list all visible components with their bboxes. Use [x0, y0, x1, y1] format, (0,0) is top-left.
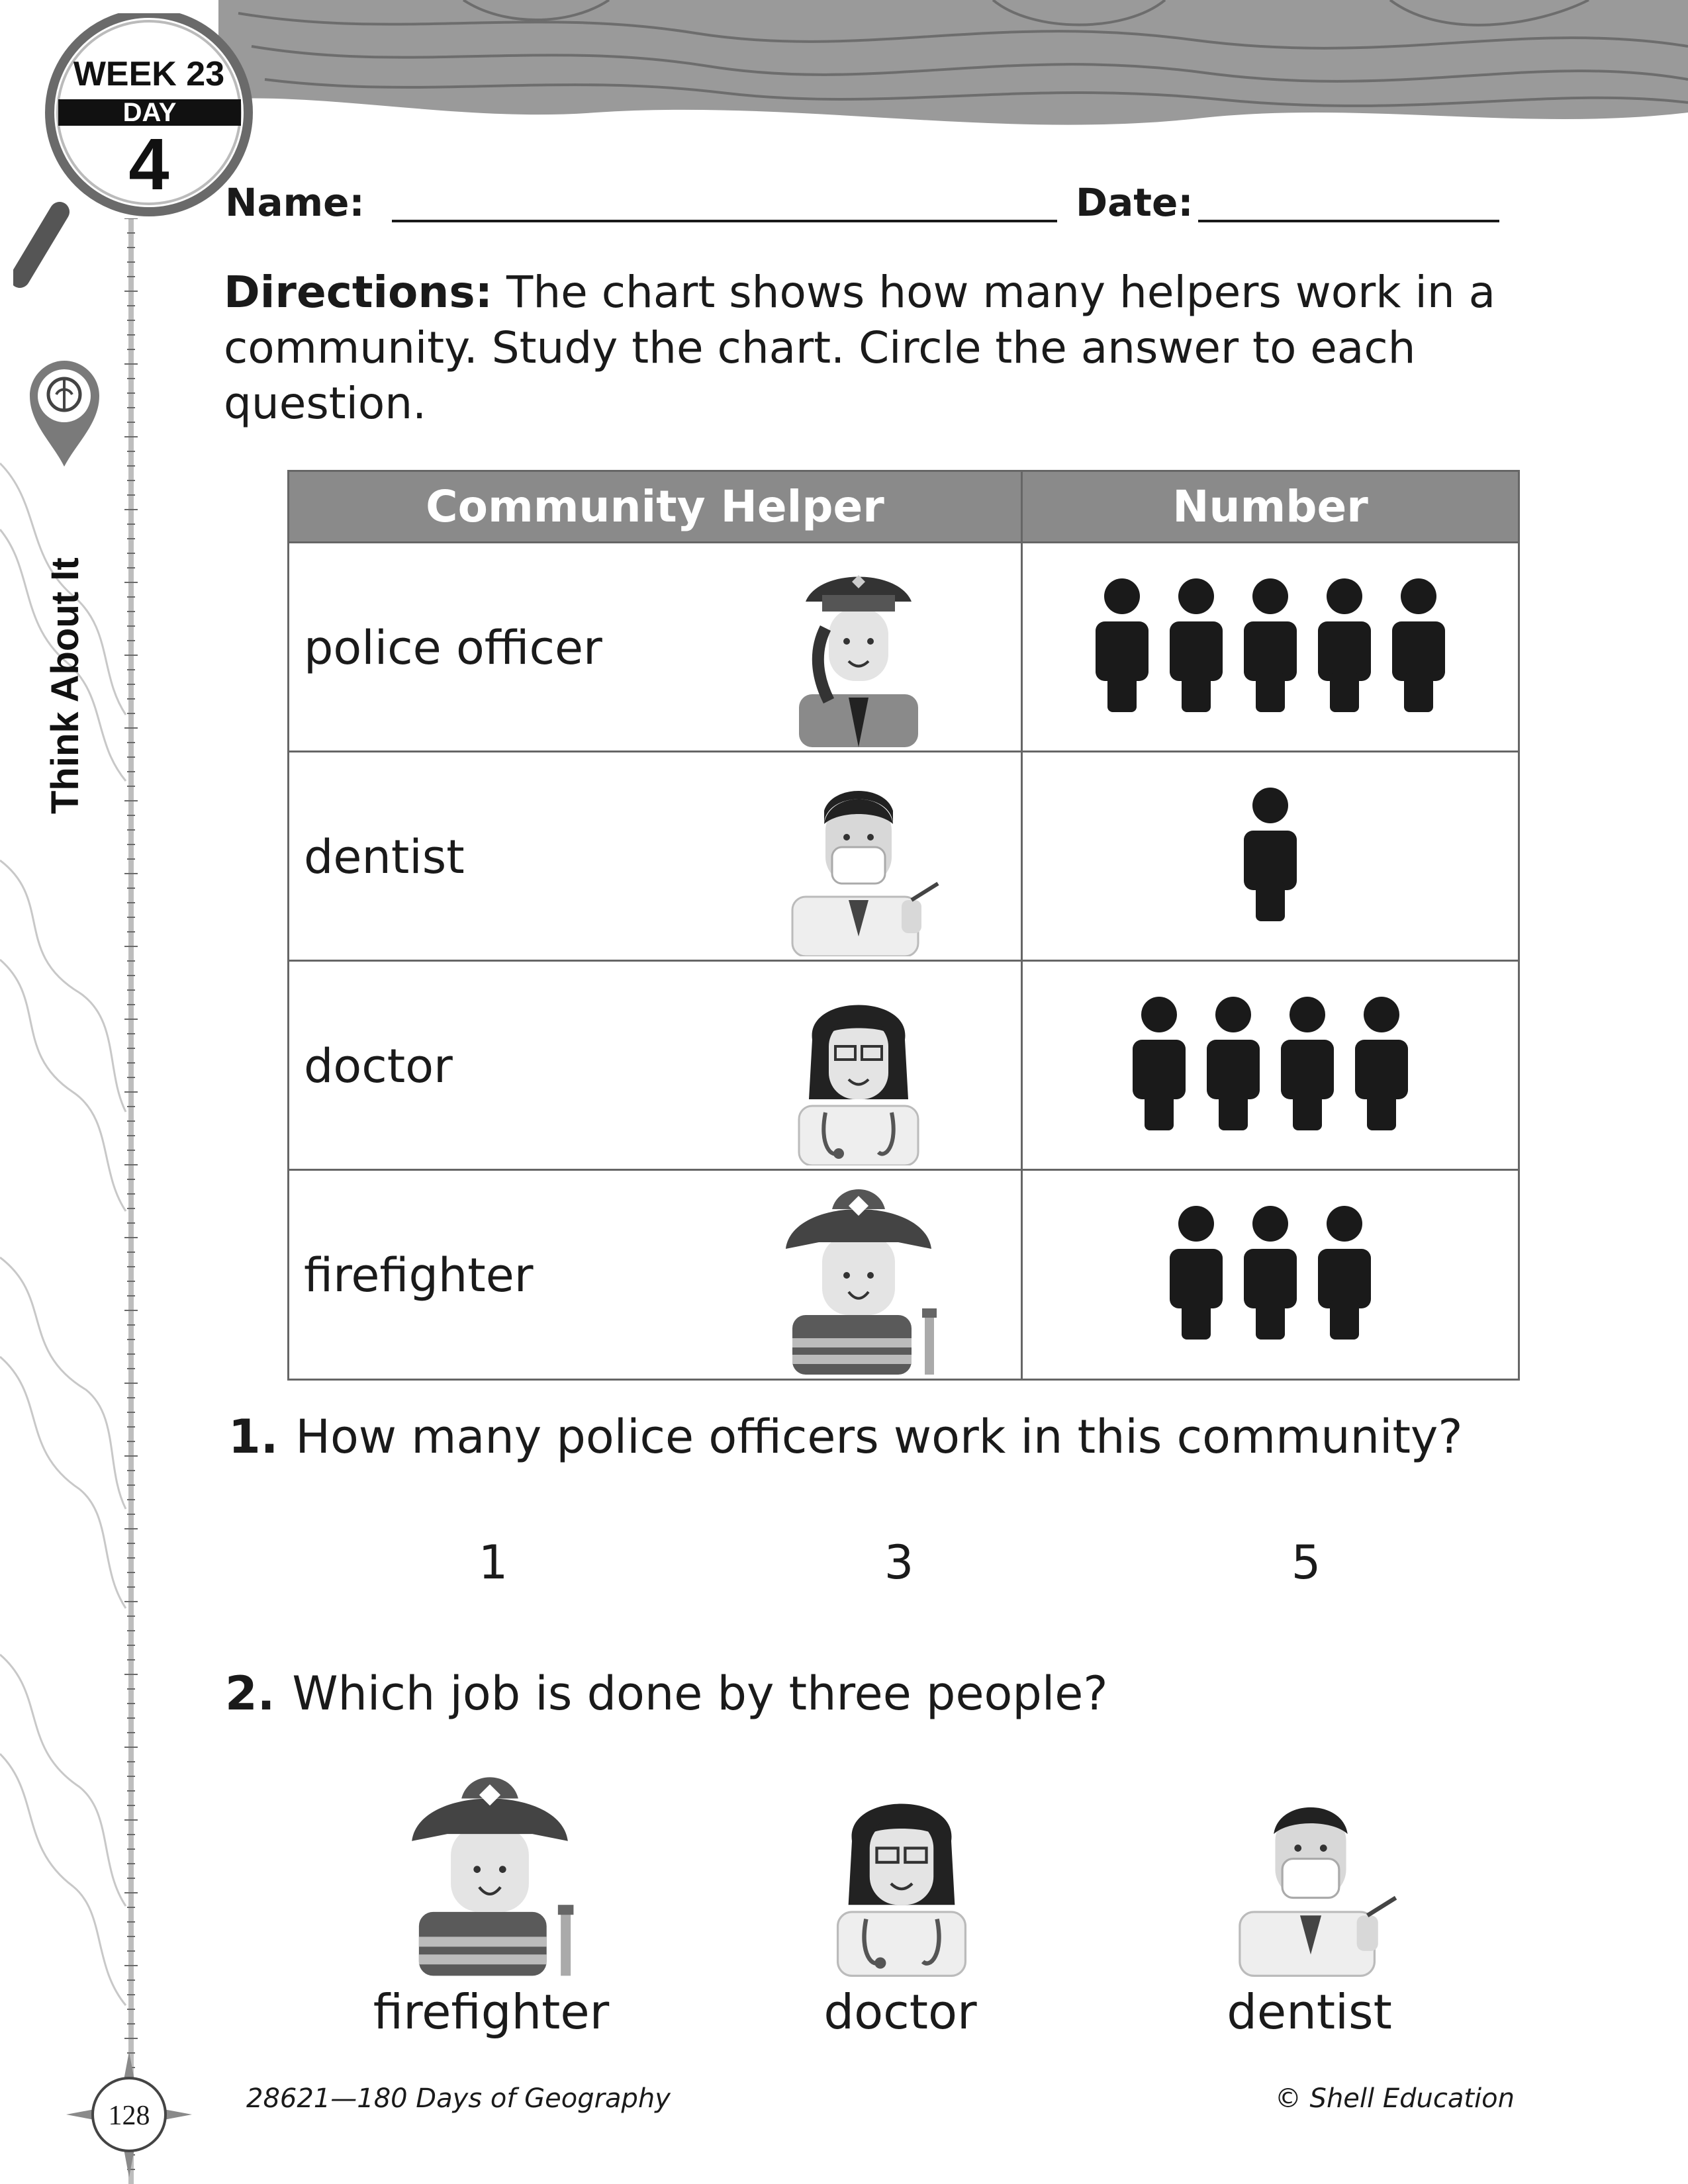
column-divider	[1021, 472, 1023, 1379]
count-icons	[1023, 752, 1518, 962]
doctor-option-icon[interactable]	[802, 1767, 1001, 1979]
footer-copyright: © Shell Education	[1274, 2083, 1515, 2114]
community-helper-chart	[287, 470, 1520, 1381]
helper-name: doctor	[304, 1039, 453, 1093]
doctor-icon	[766, 974, 951, 1165]
column-header-helper: Community Helper	[289, 472, 1021, 541]
dentist-option-label[interactable]: dentist	[1227, 1984, 1392, 2040]
person-icon	[1096, 578, 1149, 712]
lightbulb-brain-icon	[26, 357, 103, 470]
person-icon	[1355, 997, 1408, 1130]
question-2	[225, 1666, 1108, 1721]
question-number: 2.	[225, 1666, 275, 1721]
dentist-option-icon[interactable]	[1211, 1767, 1410, 1979]
column-header-number: Number	[1023, 472, 1518, 541]
name-field[interactable]	[392, 220, 1057, 222]
police-officer-icon	[766, 555, 951, 747]
week-day-badge	[13, 13, 265, 291]
answer-option-5[interactable]: 5	[1291, 1535, 1321, 1590]
date-field[interactable]	[1198, 220, 1499, 222]
ruler-strip	[124, 218, 138, 2184]
count-icons	[1023, 1171, 1518, 1380]
question-text: Which job is done by three people?	[292, 1666, 1108, 1721]
firefighter-option-icon[interactable]	[391, 1767, 589, 1979]
helper-name: police officer	[304, 621, 602, 675]
person-icon	[1170, 1206, 1223, 1340]
question-text: How many police officers work in this community?	[295, 1410, 1463, 1464]
helper-name: dentist	[304, 830, 465, 884]
directions-text	[224, 265, 1548, 432]
answer-option-1[interactable]: 1	[478, 1535, 508, 1590]
name-label: Name:	[225, 180, 365, 225]
table-row	[289, 1169, 1518, 1380]
date-label: Date:	[1076, 180, 1194, 225]
footer-book-title: 28621—180 Days of Geography	[246, 2083, 671, 2114]
page-number: 128	[108, 2101, 150, 2131]
count-icons	[1023, 543, 1518, 752]
question-number: 1.	[228, 1410, 279, 1464]
answer-option-3[interactable]: 3	[884, 1535, 914, 1590]
helper-name: firefighter	[304, 1248, 534, 1302]
dentist-icon	[766, 764, 951, 956]
person-icon	[1244, 788, 1297, 921]
directions-label: Directions:	[224, 267, 493, 318]
person-icon	[1170, 578, 1223, 712]
person-icon	[1318, 578, 1371, 712]
table-row	[289, 960, 1518, 1171]
doctor-option-label[interactable]: doctor	[823, 1984, 977, 2040]
table-row	[289, 541, 1518, 752]
question-1	[228, 1410, 1463, 1464]
topographic-side-strip	[0, 0, 132, 2184]
person-icon	[1244, 578, 1297, 712]
compass-icon	[66, 2052, 192, 2177]
person-icon	[1392, 578, 1445, 712]
firefighter-option-label[interactable]: firefighter	[373, 1984, 610, 2040]
person-icon	[1281, 997, 1334, 1130]
table-row	[289, 751, 1518, 962]
person-icon	[1318, 1206, 1371, 1340]
count-icons	[1023, 962, 1518, 1171]
week-label: WEEK 23	[73, 55, 225, 93]
person-icon	[1207, 997, 1260, 1130]
firefighter-icon	[766, 1183, 951, 1375]
day-number: 4	[128, 124, 169, 205]
person-icon	[1133, 997, 1186, 1130]
day-label: DAY	[58, 99, 241, 126]
directions-body: The chart shows how many helpers work in a community. Study the chart. Circle the answer to each question.	[224, 267, 1496, 429]
side-section-label: Think About It	[44, 557, 87, 814]
person-icon	[1244, 1206, 1297, 1340]
